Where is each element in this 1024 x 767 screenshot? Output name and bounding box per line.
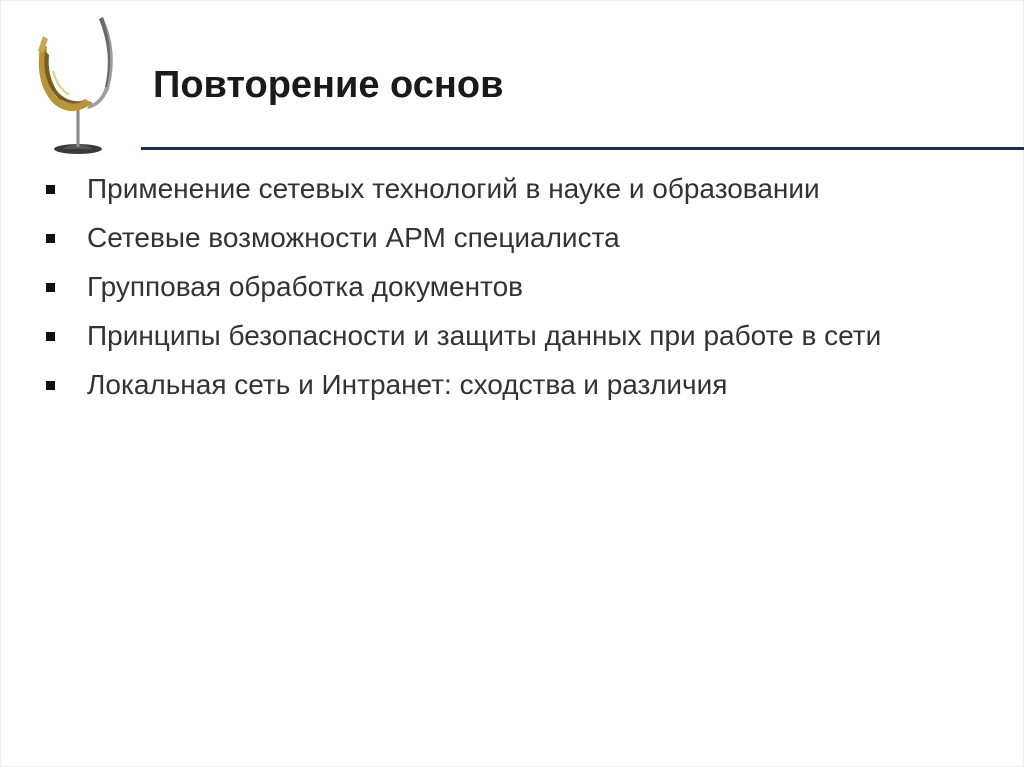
list-item [41,369,1001,401]
square-bullet-icon [46,381,55,390]
list-item [41,271,1001,303]
square-bullet-icon [46,185,55,194]
list-item-text: Принципы безопасности и защиты данных при работе в сети [87,320,882,351]
list-item [41,320,1024,352]
bullet-list [41,173,1001,418]
compass-logo-icon [23,11,133,156]
page-title: Повторение основ [153,64,504,106]
list-item-text: Применение сетевых технологий в науке и образовании [87,173,820,204]
square-bullet-icon [46,283,55,292]
title-divider [141,147,1024,150]
square-bullet-icon [46,332,55,341]
list-item-text: Локальная сеть и Интранет: сходства и различия [87,369,728,400]
list-item [41,222,1001,254]
list-item-text: Сетевые возможности АРМ специалиста [87,222,620,253]
list-item [41,173,1001,205]
list-item-text: Групповая обработка документов [87,271,524,302]
square-bullet-icon [46,234,55,243]
